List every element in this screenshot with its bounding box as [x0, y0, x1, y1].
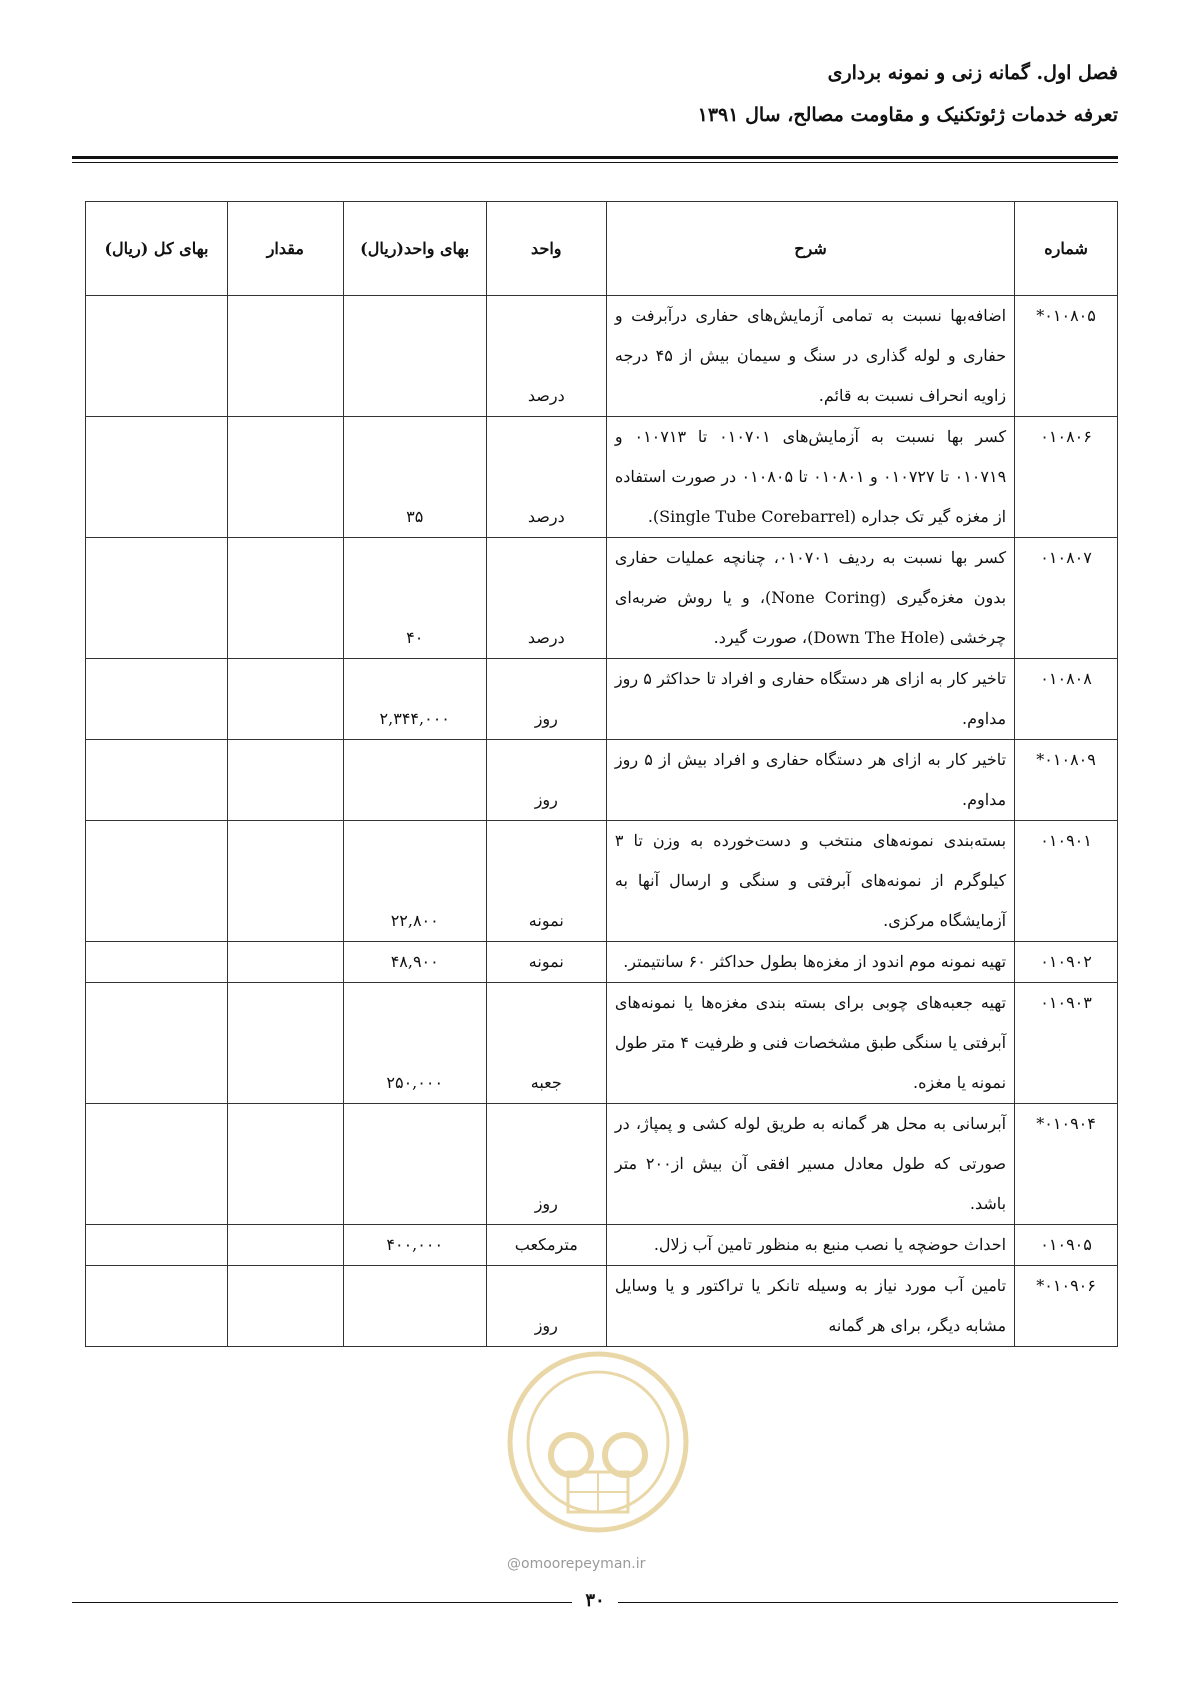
row-total-price — [86, 1104, 228, 1225]
row-unit: جعبه — [486, 983, 606, 1104]
row-quantity — [227, 983, 343, 1104]
footer-rule-right — [618, 1602, 1118, 1603]
row-code: ۰۱۰۹۰۵ — [1015, 1225, 1118, 1266]
row-quantity — [227, 1104, 343, 1225]
row-code: ۰۱۰۸۰۸ — [1015, 659, 1118, 740]
row-unit-price — [343, 1266, 486, 1347]
table-row — [86, 821, 1118, 942]
row-unit-price: ۴۰ — [343, 538, 486, 659]
row-quantity — [227, 740, 343, 821]
table-row — [86, 296, 1118, 417]
row-description: کسر بها نسبت به ردیف ۰۱۰۷۰۱، چنانچه عملیات حفاری بدون مغزه‌گیری (None Coring)، و یا روش ضربه‌ای چرخشی (Down The Hole)، صورت گیرد. — [606, 538, 1014, 659]
row-unit: روز — [486, 659, 606, 740]
header-description: شرح — [606, 202, 1014, 296]
table-row — [86, 1266, 1118, 1347]
header-code: شماره — [1015, 202, 1118, 296]
row-description: اضافه‌بها نسبت به تمامی آزمایش‌های حفاری درآبرفت و حفاری و لوله گذاری در سنگ و سیمان بیش از ۴۵ درجه زاویه انحراف نسبت به قائم. — [606, 296, 1014, 417]
row-code: ۰۱۰۹۰۴* — [1015, 1104, 1118, 1225]
row-unit: درصد — [486, 417, 606, 538]
row-quantity — [227, 821, 343, 942]
header-unit: واحد — [486, 202, 606, 296]
chapter-title: فصل اول. گمانه زنی و نمونه برداری — [827, 62, 1118, 84]
row-unit-price: ۲۲,۸۰۰ — [343, 821, 486, 942]
page-number: ۳۰ — [585, 1590, 605, 1611]
table-row — [86, 659, 1118, 740]
table-row — [86, 417, 1118, 538]
row-quantity — [227, 296, 343, 417]
row-code: ۰۱۰۹۰۳ — [1015, 983, 1118, 1104]
row-description: احداث حوضچه یا نصب منبع به منظور تامین آب زلال. — [606, 1225, 1014, 1266]
table-header-row — [86, 202, 1118, 296]
row-quantity — [227, 1266, 343, 1347]
footer-rule-left — [72, 1602, 572, 1603]
row-description: کسر بها نسبت به آزمایش‌های ۰۱۰۷۰۱ تا ۰۱۰۷۱۳ و ۰۱۰۷۱۹ تا ۰۱۰۷۲۷ و ۰۱۰۸۰۱ تا ۰۱۰۸۰۵ در صورت استفاده از مغزه گیر تک جداره (Single Tube Corebarrel). — [606, 417, 1014, 538]
document-title: تعرفه خدمات ژئوتکنیک و مقاومت مصالح، سال ۱۳۹۱ — [697, 104, 1118, 126]
row-quantity — [227, 659, 343, 740]
row-unit: روز — [486, 740, 606, 821]
row-code: ۰۱۰۹۰۲ — [1015, 942, 1118, 983]
row-total-price — [86, 659, 228, 740]
row-unit: نمونه — [486, 942, 606, 983]
header-quantity: مقدار — [227, 202, 343, 296]
row-description: تهیه نمونه موم اندود از مغزه‌ها بطول حداکثر ۶۰ سانتیمتر. — [606, 942, 1014, 983]
header-unit-price: بهای واحد(ریال) — [343, 202, 486, 296]
row-total-price — [86, 538, 228, 659]
row-code: ۰۱۰۹۰۶* — [1015, 1266, 1118, 1347]
row-unit: درصد — [486, 296, 606, 417]
row-quantity — [227, 417, 343, 538]
row-unit-price: ۲,۳۴۴,۰۰۰ — [343, 659, 486, 740]
row-unit-price: ۳۵ — [343, 417, 486, 538]
header-rule-thin — [72, 162, 1118, 163]
row-unit: مترمکعب — [486, 1225, 606, 1266]
row-quantity — [227, 942, 343, 983]
row-description: تاخیر کار به ازای هر دستگاه حفاری و افراد بیش از ۵ روز مداوم. — [606, 740, 1014, 821]
row-unit: روز — [486, 1104, 606, 1225]
table-row — [86, 538, 1118, 659]
row-unit-price: ۲۵۰,۰۰۰ — [343, 983, 486, 1104]
row-unit-price: ۴۰۰,۰۰۰ — [343, 1225, 486, 1266]
row-description: تهیه جعبه‌های چوبی برای بسته بندی مغزه‌ها یا نمونه‌های آبرفتی یا سنگی طبق مشخصات فنی و ظرفیت ۴ متر طول نمونه یا مغزه. — [606, 983, 1014, 1104]
row-total-price — [86, 983, 228, 1104]
row-code: ۰۱۰۸۰۶ — [1015, 417, 1118, 538]
row-description: تامین آب مورد نیاز به وسیله تانکر یا تراکتور و یا وسایل مشابه دیگر، برای هر گمانه — [606, 1266, 1014, 1347]
row-description: بسته‌بندی نمونه‌های منتخب و دست‌خورده به وزن تا ۳ کیلوگرم از نمونه‌های آبرفتی و سنگی و ارسال آنها به آزمایشگاه مرکزی. — [606, 821, 1014, 942]
row-code: ۰۱۰۹۰۱ — [1015, 821, 1118, 942]
row-quantity — [227, 1225, 343, 1266]
row-unit-price — [343, 740, 486, 821]
tariff-table — [85, 201, 1118, 1347]
table-row — [86, 983, 1118, 1104]
row-unit: نمونه — [486, 821, 606, 942]
row-total-price — [86, 296, 228, 417]
row-unit-price — [343, 296, 486, 417]
row-description: آبرسانی به محل هر گمانه به طریق لوله کشی و پمپاژ، در صورتی که طول معادل مسیر افقی آن بیش از۲۰۰ متر باشد. — [606, 1104, 1014, 1225]
row-code: ۰۱۰۸۰۷ — [1015, 538, 1118, 659]
row-total-price — [86, 417, 228, 538]
row-unit: درصد — [486, 538, 606, 659]
watermark-seal-icon — [493, 1347, 703, 1537]
table-row — [86, 740, 1118, 821]
header-total-price: بهای کل (ریال) — [86, 202, 228, 296]
table-row — [86, 1225, 1118, 1266]
table-row — [86, 942, 1118, 983]
row-description: تاخیر کار به ازای هر دستگاه حفاری و افراد تا حداکثر ۵ روز مداوم. — [606, 659, 1014, 740]
watermark-site: @omoorepeyman.ir — [507, 1556, 646, 1572]
row-unit-price — [343, 1104, 486, 1225]
row-unit: روز — [486, 1266, 606, 1347]
row-total-price — [86, 942, 228, 983]
row-code: ۰۱۰۸۰۵* — [1015, 296, 1118, 417]
row-total-price — [86, 1266, 228, 1347]
row-total-price — [86, 821, 228, 942]
row-code: ۰۱۰۸۰۹* — [1015, 740, 1118, 821]
row-total-price — [86, 740, 228, 821]
header-rule-thick — [72, 156, 1118, 159]
row-unit-price: ۴۸,۹۰۰ — [343, 942, 486, 983]
table-row — [86, 1104, 1118, 1225]
row-quantity — [227, 538, 343, 659]
row-total-price — [86, 1225, 228, 1266]
